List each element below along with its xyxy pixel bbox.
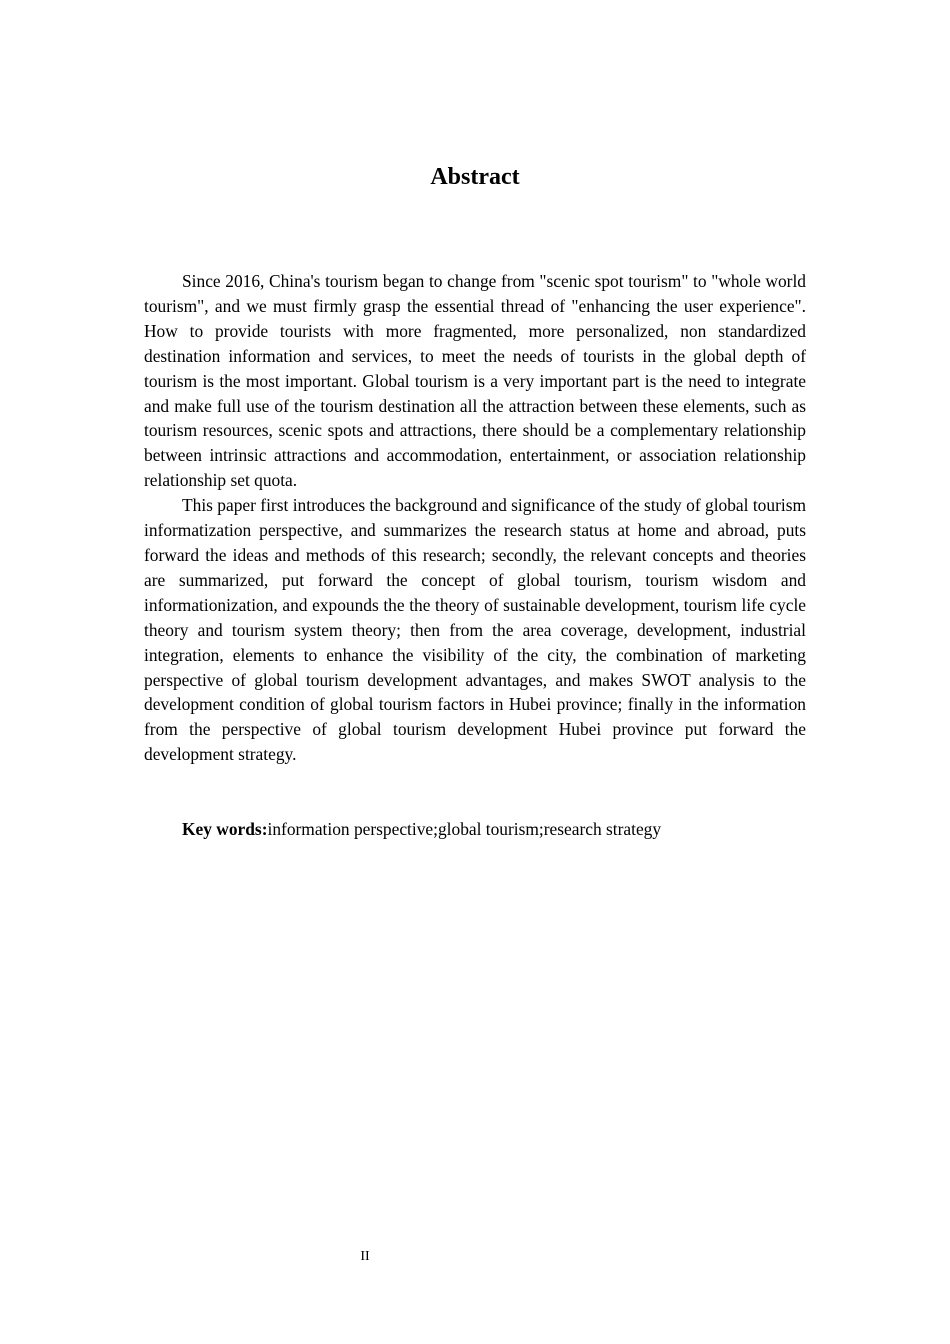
keywords-label: Key words: bbox=[182, 819, 268, 839]
page-title: Abstract bbox=[430, 164, 520, 190]
abstract-body bbox=[144, 269, 806, 767]
page-number: II bbox=[360, 1249, 370, 1264]
abstract-paragraph-2: This paper first introduces the background and significance of the study of global tourism informatization perspective, and summarizes the research status at home and abroad, puts forward the ideas and methods of this research; secondly, the relevant concepts and theories are summarized, put forward the concept of global tourism, tourism wisdom and informationization, and expounds the the theory of sustainable development, tourism life cycle theory and tourism system theory; then from the area coverage, development, industrial integration, elements to enhance the visibility of the city, the combination of marketing perspective of global tourism development advantages, and makes SWOT analysis to the development condition of global tourism factors in Hubei province; finally in the information from the perspective of global tourism development Hubei province put forward the development strategy. bbox=[144, 495, 806, 765]
keywords-text: information perspective;global tourism;research strategy bbox=[267, 819, 662, 839]
abstract-paragraph-1: Since 2016, China's tourism began to change from "scenic spot tourism" to "whole world tourism", and we must firmly grasp the essential thread of "enhancing the user experience". How to provide tourists with more fragmented, more personalized, non standardized destination information and services, to meet the needs of tourists in the global depth of tourism is the most important. Global tourism is a very important part is the need to integrate and make full use of the tourism destination all the attraction between these elements, such as tourism resources, scenic spots and attractions, there should be a complementary relationship between intrinsic attractions and accommodation, entertainment, or association relationship relationship set quota. bbox=[144, 271, 806, 491]
keywords-line bbox=[182, 817, 802, 842]
